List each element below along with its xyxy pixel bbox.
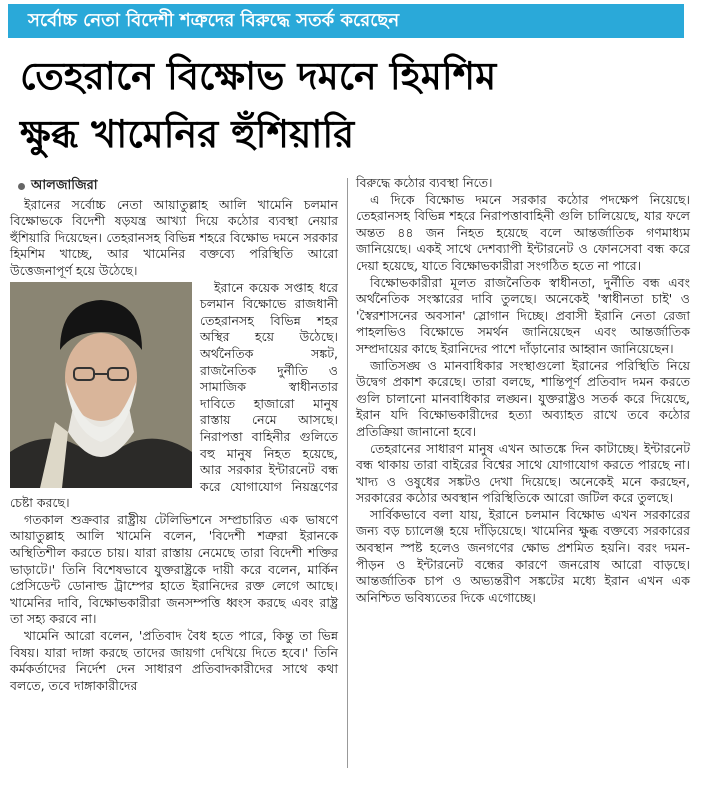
headline-line-1: তেহরানে বিক্ষোভ দমনে হিমশিম xyxy=(20,54,497,98)
article-column-right xyxy=(356,175,690,606)
byline-source: আলজাজিরা xyxy=(31,178,98,193)
paragraph: গতকাল শুক্রবার রাষ্ট্রীয় টেলিভিশনে সম্প্রচারিত এক ভাষণে আয়াতুল্লাহ আলি খামেনি বলেন, 'বিদেশী শত্রুরা ইরানকে অস্থিতিশীল করতে চায়। যারা রাস্তায় নেমেছে তারা বিদেশী শক্তির ভাড়াটে।' তিনি বিশেষভাবে যুক্তরাষ্ট্রকে দায়ী করে বলেন, মার্কিন প্রেসিডেন্ট ডোনাল্ড ট্রাম্পের হাতে ইরানিদের রক্ত লেগে আছে। খামেনির দাবি, বিক্ষোভকারীরা জনসম্পত্তি ধ্বংস করছে এবং রাষ্ট্র তা সহ্য করবে না। xyxy=(10,511,338,627)
article-column-left xyxy=(10,178,338,694)
kicker-text: সর্বোচ্চ নেতা বিদেশী শত্রুদের বিরুদ্ধে সতর্ক করেছেন xyxy=(28,9,400,31)
column-divider xyxy=(347,178,348,768)
paragraph: বিক্ষোভকারীরা মূলত রাজনৈতিক স্বাধীনতা, দুর্নীতি বন্ধ এবং অর্থনৈতিক সংস্কারের দাবি তুলছে। অনেকেই 'স্বাধীনতা চাই' ও 'স্বৈরশাসনের অবসান' স্লোগান দিচ্ছে। প্রবাসী ইরানি নেতা রেজা পাহলভিও বিক্ষোভে সমর্থন জানিয়েছেন এবং আন্তর্জাতিক সম্প্রদায়ের কাছে ইরানিদের পাশে দাঁড়ানোর আহ্বান জানিয়েছেন। xyxy=(356,274,690,356)
paragraph: বিরুদ্ধে কঠোর ব্যবস্থা নিতে। xyxy=(356,175,493,190)
paragraph: সার্বিকভাবে বলা যায়, ইরানে চলমান বিক্ষোভ এখন সরকারের জন্য বড় চ্যালেঞ্জ হয়ে দাঁড়িয়েছে। খামেনির ক্ষুব্ধ বক্তব্যে সরকারের অবস্থান স্পষ্ট হলেও জনগণের ক্ষোভ প্রশমিত হয়নি। বরং দমন-পীড়ন ও ইন্টারনেট বন্ধের কারণে জনরোষ আরো বাড়ছে। আন্তর্জাতিক চাপ ও অভ্যন্তরীণ সঙ্কটের মধ্যে ইরান এখন এক অনিশ্চিত ভবিষ্যতের দিকে এগোচ্ছে। xyxy=(356,506,690,605)
headline-line-2: ক্ষুব্ধ খামেনির হুঁশিয়ারি xyxy=(20,112,355,156)
portrait-photo xyxy=(10,282,192,488)
bullet-icon xyxy=(18,183,25,190)
paragraph: এ দিকে বিক্ষোভ দমনে সরকার কঠোর পদক্ষেপ নিয়েছে। তেহরানসহ বিভিন্ন শহরে নিরাপত্তাবাহিনী গুলি চালিয়েছে, যার ফলে অন্তত ৪৪ জন নিহত হয়েছে বলে আন্তর্জাতিক গণমাধ্যম জানিয়েছে। একই সাথে দেশব্যাপী ইন্টারনেট ও ফোনসেবা বন্ধ করে দেয়া হয়েছে, যাতে বিক্ষোভকারীরা সংগঠিত হতে না পারে। xyxy=(356,191,690,273)
paragraph: ইরানে কয়েক সপ্তাহ ধরে চলমান বিক্ষোভে রাজধানী তেহরানসহ বিভিন্ন শহর অস্থির হয়ে উঠেছে। অর্থনৈতিক সঙ্কট, রাজনৈতিক দুর্নীতি ও সামাজিক স্বাধীনতার দাবিতে হাজারো মানুষ রাস্তায় নেমে আসছে। নিরাপত্তা বাহিনীর গুলিতে বহু মানুষ নিহত হয়েছে, আর সরকার ইন্টারনেট বন্ধ করে যোগাযোগ নিয়ন্ত্রণের চেষ্টা করছে। xyxy=(10,279,338,511)
byline xyxy=(10,178,338,195)
paragraph: জাতিসঙ্ঘ ও মানবাধিকার সংস্থাগুলো ইরানের পরিস্থিতি নিয়ে উদ্বেগ প্রকাশ করেছে। তারা বলছে, শান্তিপূর্ণ প্রতিবাদ দমন করতে গুলি চালানো মানবাধিকার লঙ্ঘন। যুক্তরাষ্ট্রও সতর্ক করে দিয়েছে, ইরান যদি বিক্ষোভকারীদের হত্যা অব্যাহত রাখে তবে কঠোর প্রতিক্রিয়া জানানো হবে। xyxy=(356,357,690,439)
paragraph: খামেনি আরো বলেন, 'প্রতিবাদ বৈধ হতে পারে, কিন্তু তা ভিন্ন বিষয়। যারা দাঙ্গা করছে তাদের জায়গা দেখিয়ে দিতে হবে।' তিনি কর্মকর্তাদের নির্দেশ দেন সাধারণ প্রতিবাদকারীদের সাথে কথা বলতে, তবে দাঙ্গাকারীদের xyxy=(10,628,338,693)
kicker-banner xyxy=(8,4,684,38)
paragraph: তেহরানের সাধারণ মানুষ এখন আতঙ্কে দিন কাটাচ্ছে। ইন্টারনেট বন্ধ থাকায় তারা বাইরের বিশ্বের সাথে যোগাযোগ করতে পারছে না। খাদ্য ও ওষুধের সঙ্কটও দেখা দিয়েছে। অনেকেই মনে করছেন, সরকারের কঠোর অবস্থান পরিস্থিতিকে আরো জটিল করে তুলছে। xyxy=(356,440,690,506)
paragraph: ইরানের সর্বোচ্চ নেতা আয়াতুল্লাহ আলি খামেনি চলমান বিক্ষোভকে বিদেশী ষড়যন্ত্র আখ্যা দিয়ে কঠোর ব্যবস্থা নেয়ার হুঁশিয়ারি দিয়েছেন। তেহরানসহ বিভিন্ন শহরে বিক্ষোভ দমনে সরকার হিমশিম খাচ্ছে, আর খামেনির বক্তব্যে পরিস্থিতি আরো উত্তেজনাপূর্ণ হয়ে উঠেছে। xyxy=(10,196,338,278)
